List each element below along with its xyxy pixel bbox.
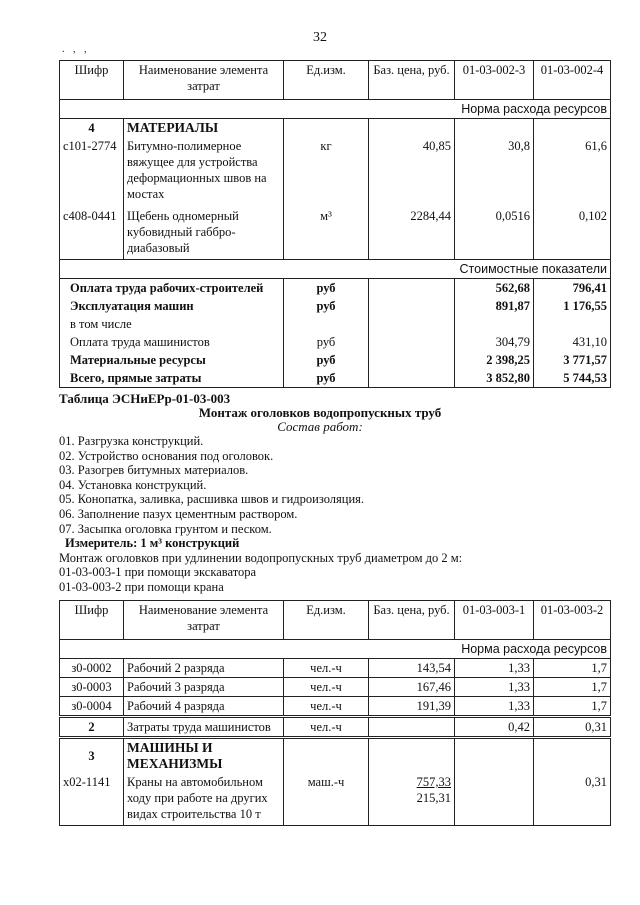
work-step: 05. Конопатка, заливка, расшивка швов и гидроизоляция. bbox=[59, 492, 365, 507]
row-v1: 0,42 bbox=[455, 717, 534, 738]
summary-v1 bbox=[455, 315, 534, 333]
summary-name: в том числе bbox=[60, 315, 284, 333]
work-steps bbox=[59, 434, 462, 595]
row-v2: 1,7 bbox=[534, 678, 611, 697]
summary-name: Материальные ресурсы bbox=[60, 351, 284, 369]
summary-row bbox=[60, 279, 611, 298]
header-price: Баз. цена, руб. bbox=[369, 601, 455, 640]
measure-unit: Измеритель: 1 м³ конструкций bbox=[65, 536, 240, 551]
norm-band: Норма расхода ресурсов bbox=[60, 100, 611, 119]
row-code: х02-1141 bbox=[60, 773, 124, 826]
summary-v1: 2 398,25 bbox=[455, 351, 534, 369]
summary-empty bbox=[369, 279, 455, 298]
materials-table bbox=[59, 60, 611, 388]
section-number: 3 bbox=[60, 738, 124, 774]
row-code: с408-0441 bbox=[60, 207, 124, 260]
summary-v2: 5 744,53 bbox=[534, 369, 611, 388]
row-price: 191,39 bbox=[369, 697, 455, 717]
row-v2: 0,31 bbox=[534, 773, 611, 826]
row-v2: 0,31 bbox=[534, 717, 611, 738]
table-row bbox=[60, 137, 611, 207]
row-v2: 1,7 bbox=[534, 697, 611, 717]
row-v1: 1,33 bbox=[455, 659, 534, 678]
row-unit: маш.-ч bbox=[284, 773, 369, 826]
summary-v2: 1 176,55 bbox=[534, 297, 611, 315]
row-name: Битумно-полимерное вяжущее для устройства деформационных швов на мостах bbox=[124, 137, 284, 207]
summary-row bbox=[60, 315, 611, 333]
header-col2: 01-03-003-2 bbox=[534, 601, 611, 640]
summary-unit: руб bbox=[284, 297, 369, 315]
row-price: 167,46 bbox=[369, 678, 455, 697]
machines-section-row bbox=[60, 738, 611, 774]
row-unit: чел.-ч bbox=[284, 678, 369, 697]
summary-row bbox=[60, 351, 611, 369]
work-step: 06. Заполнение пазух цементным раствором. bbox=[59, 506, 298, 521]
work-step: 07. Засыпка оголовка грунтом и песком. bbox=[59, 521, 272, 536]
row-price: 40,85 bbox=[369, 137, 455, 207]
row-v1: 30,8 bbox=[455, 137, 534, 207]
section-title: МАШИНЫ И МЕХАНИЗМЫ bbox=[124, 738, 284, 774]
row-unit: чел.-ч bbox=[284, 697, 369, 717]
summary-name: Эксплуатация машин bbox=[60, 297, 284, 315]
operator-row bbox=[60, 717, 611, 738]
row-price: 2284,44 bbox=[369, 207, 455, 260]
row-v1: 0,0516 bbox=[455, 207, 534, 260]
summary-row bbox=[60, 369, 611, 388]
mounting-table bbox=[59, 600, 611, 826]
row-name: Щебень одномерный кубовидный габбро-диабазовый bbox=[124, 207, 284, 260]
header-unit: Ед.изм. bbox=[284, 61, 369, 100]
header-unit: Ед.изм. bbox=[284, 601, 369, 640]
scan-marks: . , , bbox=[62, 44, 90, 55]
row-code: 2 bbox=[60, 717, 124, 738]
header-col2: 01-03-002-4 bbox=[534, 61, 611, 100]
work-composition-title: Состав работ: bbox=[277, 419, 363, 434]
variant: 01-03-003-2 при помощи крана bbox=[59, 579, 224, 594]
price-value: 757,33 bbox=[416, 775, 451, 789]
summary-v2: 3 771,57 bbox=[534, 351, 611, 369]
work-step: 02. Устройство основания под оголовок. bbox=[59, 448, 274, 463]
table-row bbox=[60, 697, 611, 717]
header-code: Шифр bbox=[60, 601, 124, 640]
row-code: з0-0002 bbox=[60, 659, 124, 678]
table-title: Таблица ЭСНиЕРр-01-03-003 bbox=[59, 391, 231, 406]
row-v2: 61,6 bbox=[534, 137, 611, 207]
summary-unit: руб bbox=[284, 351, 369, 369]
price-value: 215,31 bbox=[416, 791, 451, 805]
summary-empty bbox=[369, 351, 455, 369]
work-step: 03. Разогрев битумных материалов. bbox=[59, 463, 249, 478]
section-number: 4 bbox=[60, 119, 124, 138]
summary-name: Оплата труда машинистов bbox=[60, 333, 284, 351]
summary-row bbox=[60, 297, 611, 315]
row-code: с101-2774 bbox=[60, 137, 124, 207]
table-row bbox=[60, 659, 611, 678]
row-name: Рабочий 4 разряда bbox=[124, 697, 284, 717]
row-unit: м³ bbox=[284, 207, 369, 260]
summary-name: Всего, прямые затраты bbox=[60, 369, 284, 388]
summary-v2: 796,41 bbox=[534, 279, 611, 298]
page-number: 32 bbox=[313, 30, 327, 45]
summary-unit: руб bbox=[284, 279, 369, 298]
summary-v2 bbox=[534, 315, 611, 333]
header-row bbox=[60, 61, 611, 100]
summary-empty bbox=[369, 297, 455, 315]
row-unit: чел.-ч bbox=[284, 717, 369, 738]
row-name: Рабочий 2 разряда bbox=[124, 659, 284, 678]
summary-v1: 891,87 bbox=[455, 297, 534, 315]
header-name: Наименование элемента затрат bbox=[124, 601, 284, 640]
row-name: Затраты труда машинистов bbox=[124, 717, 284, 738]
header-name: Наименование элемента затрат bbox=[124, 61, 284, 100]
header-code: Шифр bbox=[60, 61, 124, 100]
table-row bbox=[60, 207, 611, 260]
work-step: 01. Разгрузка конструкций. bbox=[59, 434, 204, 448]
row-v2: 0,102 bbox=[534, 207, 611, 260]
section-title: МАТЕРИАЛЫ bbox=[124, 119, 284, 138]
row-name: Краны на автомобильном ходу при работе на других видах строительства 10 т bbox=[124, 773, 284, 826]
summary-unit: руб bbox=[284, 333, 369, 351]
summary-empty bbox=[369, 333, 455, 351]
summary-row bbox=[60, 333, 611, 351]
row-price bbox=[369, 773, 455, 826]
summary-unit: руб bbox=[284, 369, 369, 388]
header-row bbox=[60, 601, 611, 640]
summary-empty bbox=[369, 369, 455, 388]
row-v1: 1,33 bbox=[455, 697, 534, 717]
variant: 01-03-003-1 при помощи экскаватора bbox=[59, 565, 257, 580]
header-col1: 01-03-002-3 bbox=[455, 61, 534, 100]
table-row bbox=[60, 678, 611, 697]
cost-band: Стоимостные показатели bbox=[60, 260, 611, 279]
norm-band: Норма расхода ресурсов bbox=[60, 640, 611, 659]
summary-v2: 431,10 bbox=[534, 333, 611, 351]
row-price: 143,54 bbox=[369, 659, 455, 678]
row-v1 bbox=[455, 773, 534, 826]
work-step: 04. Установка конструкций. bbox=[59, 477, 207, 492]
summary-v1: 304,79 bbox=[455, 333, 534, 351]
description: Монтаж оголовков при удлинении водопропускных труб диаметром до 2 м: bbox=[59, 550, 463, 565]
table-row bbox=[60, 773, 611, 826]
section-row bbox=[60, 119, 611, 138]
row-name: Рабочий 3 разряда bbox=[124, 678, 284, 697]
row-code: з0-0004 bbox=[60, 697, 124, 717]
row-v1: 1,33 bbox=[455, 678, 534, 697]
row-v2: 1,7 bbox=[534, 659, 611, 678]
summary-unit bbox=[284, 315, 369, 333]
summary-name: Оплата труда рабочих-строителей bbox=[60, 279, 284, 298]
row-unit: чел.-ч bbox=[284, 659, 369, 678]
row-unit: кг bbox=[284, 137, 369, 207]
summary-v1: 3 852,80 bbox=[455, 369, 534, 388]
summary-v1: 562,68 bbox=[455, 279, 534, 298]
table-subtitle: Монтаж оголовков водопропускных труб bbox=[198, 405, 442, 420]
header-price: Баз. цена, руб. bbox=[369, 61, 455, 100]
summary-empty bbox=[369, 315, 455, 333]
row-code: з0-0003 bbox=[60, 678, 124, 697]
header-col1: 01-03-003-1 bbox=[455, 601, 534, 640]
